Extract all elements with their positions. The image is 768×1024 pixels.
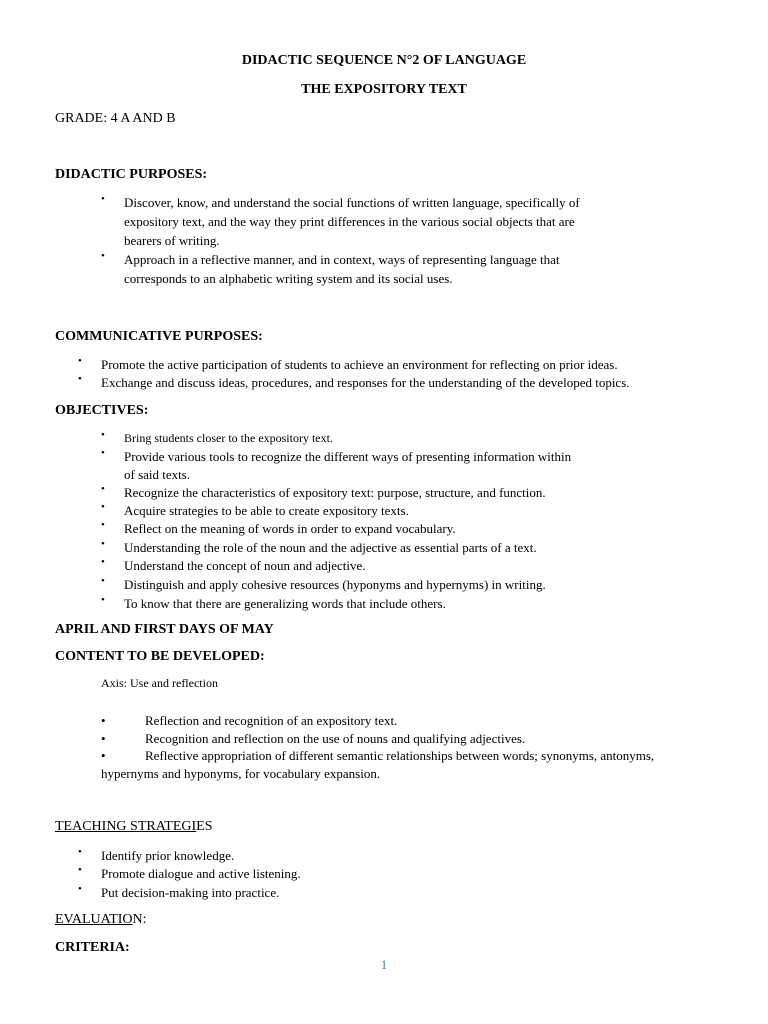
strategy-item: Put decision-making into practice. <box>101 885 280 900</box>
objective-item: Distinguish and apply cohesive resources (hyponyms and hypernyms) in writing. <box>124 577 546 592</box>
didactic-item-1-line-2: expository text, and the way they print differences in the various social objects that are <box>124 214 575 229</box>
didactic-item-2-line-2: corresponds to an alphabetic writing system and its social uses. <box>124 271 453 286</box>
bullet-icon: • <box>101 193 105 205</box>
bullet-icon: • <box>101 575 105 587</box>
teaching-strategies-heading-underlined: TEACHING STRATEGI <box>55 819 197 834</box>
axis-label: Axis: Use and reflection <box>101 676 218 690</box>
bullet-icon: • <box>78 373 82 385</box>
document-title: DIDACTIC SEQUENCE N°2 OF LANGUAGE <box>241 53 527 68</box>
bullet-icon: • <box>101 594 105 606</box>
didactic-item-1-line-3: bearers of writing. <box>124 233 220 248</box>
objective-item: To know that there are generalizing words that include others. <box>124 596 446 611</box>
content-bullet: • <box>101 748 106 763</box>
document-subtitle: THE EXPOSITORY TEXT <box>301 82 467 97</box>
bullet-icon: • <box>101 556 105 568</box>
communicative-item: Exchange and discuss ideas, procedures, and responses for the understanding of the developed topics. <box>101 375 630 390</box>
objective-item: Understanding the role of the noun and the adjective as essential parts of a text. <box>124 540 537 555</box>
content-item: Reflective appropriation of different semantic relationships between words; synonyms, antonyms, <box>145 748 655 763</box>
objective-item: Acquire strategies to be able to create expository texts. <box>124 503 409 518</box>
evaluation-heading <box>55 912 147 928</box>
objective-item: Bring students closer to the expository text. <box>124 431 333 445</box>
strategy-item: Identify prior knowledge. <box>101 848 235 863</box>
grade-line: GRADE: 4 A AND B <box>55 111 176 126</box>
bullet-icon: • <box>101 501 105 513</box>
evaluation-heading-underlined: EVALUATIO <box>55 912 133 927</box>
content-item: Reflection and recognition of an expository text. <box>145 713 398 728</box>
content-bullet: • <box>101 713 106 728</box>
objective-item-continuation: of said texts. <box>124 467 191 482</box>
objectives-heading: OBJECTIVES: <box>55 403 149 418</box>
bullet-icon: • <box>101 538 105 550</box>
bullet-icon: • <box>101 429 105 441</box>
strategy-item: Promote dialogue and active listening. <box>101 866 301 881</box>
didactic-item-1-line-1: Discover, know, and understand the social functions of written language, specifically of <box>124 195 580 210</box>
page-number: 1 <box>380 957 388 972</box>
objective-item: Understand the concept of noun and adjective. <box>124 558 366 573</box>
bullet-icon: • <box>78 846 82 858</box>
teaching-strategies-heading <box>55 819 213 835</box>
objective-item: Recognize the characteristics of expository text: purpose, structure, and function. <box>124 485 546 500</box>
content-item: Recognition and reflection on the use of nouns and qualifying adjectives. <box>145 731 526 746</box>
content-item-continuation: hypernyms and hyponyms, for vocabulary expansion. <box>101 766 381 781</box>
content-bullet: • <box>101 731 106 746</box>
communicative-item: Promote the active participation of students to achieve an environment for reflecting on prior ideas. <box>101 357 618 372</box>
criteria-heading: CRITERIA: <box>55 940 130 955</box>
objective-item: Provide various tools to recognize the different ways of presenting information within <box>124 449 572 464</box>
didactic-purposes-heading: DIDACTIC PURPOSES: <box>55 167 208 182</box>
objective-item: Reflect on the meaning of words in order to expand vocabulary. <box>124 521 456 536</box>
bullet-icon: • <box>78 883 82 895</box>
didactic-item-2-line-1: Approach in a reflective manner, and in context, ways of representing language that <box>124 252 560 267</box>
bullet-icon: • <box>78 355 82 367</box>
period-heading: APRIL AND FIRST DAYS OF MAY <box>55 622 274 637</box>
bullet-icon: • <box>78 864 82 876</box>
bullet-icon: • <box>101 483 105 495</box>
bullet-icon: • <box>101 447 105 459</box>
teaching-strategies-heading-rest: ES <box>196 819 213 834</box>
bullet-icon: • <box>101 250 105 262</box>
content-heading: CONTENT TO BE DEVELOPED: <box>55 649 265 664</box>
evaluation-heading-rest: N: <box>132 912 147 927</box>
bullet-icon: • <box>101 519 105 531</box>
communicative-purposes-heading: COMMUNICATIVE PURPOSES: <box>55 329 263 344</box>
